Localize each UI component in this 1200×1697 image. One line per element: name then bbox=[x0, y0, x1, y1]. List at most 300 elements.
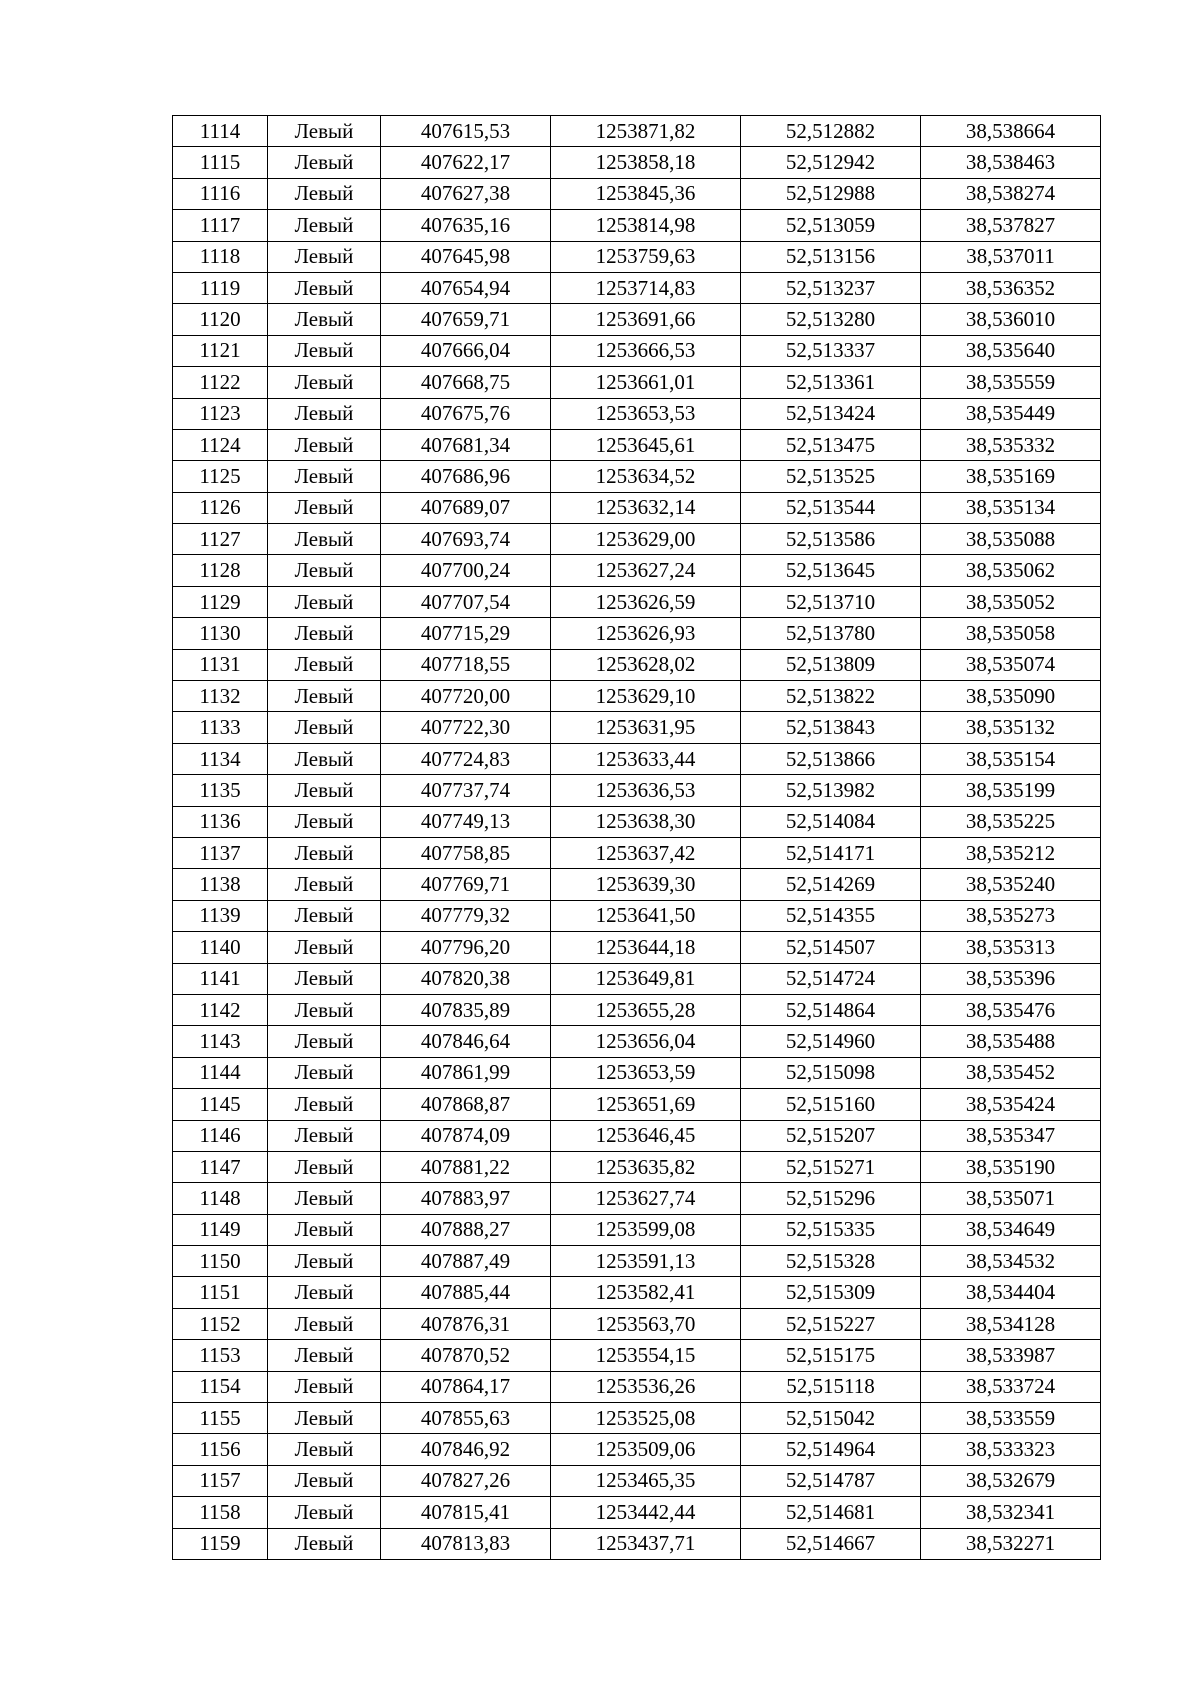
table-row bbox=[173, 1497, 1101, 1528]
longitude-cell: 38,532271 bbox=[921, 1528, 1101, 1559]
y-coordinate-cell: 1253656,04 bbox=[551, 1026, 741, 1057]
y-coordinate-cell: 1253599,08 bbox=[551, 1214, 741, 1245]
x-coordinate-cell: 407827,26 bbox=[381, 1465, 551, 1496]
side-cell: Левый bbox=[268, 743, 381, 774]
latitude-cell: 52,514084 bbox=[741, 806, 921, 837]
y-coordinate-cell: 1253644,18 bbox=[551, 932, 741, 963]
x-coordinate-cell: 407700,24 bbox=[381, 555, 551, 586]
x-coordinate-cell: 407874,09 bbox=[381, 1120, 551, 1151]
latitude-cell: 52,513337 bbox=[741, 335, 921, 366]
x-coordinate-cell: 407888,27 bbox=[381, 1214, 551, 1245]
x-coordinate-cell: 407615,53 bbox=[381, 116, 551, 147]
point-number-cell: 1153 bbox=[173, 1340, 268, 1371]
longitude-cell: 38,535199 bbox=[921, 775, 1101, 806]
latitude-cell: 52,515042 bbox=[741, 1403, 921, 1434]
y-coordinate-cell: 1253509,06 bbox=[551, 1434, 741, 1465]
table-row bbox=[173, 1528, 1101, 1559]
table-row bbox=[173, 304, 1101, 335]
latitude-cell: 52,514171 bbox=[741, 837, 921, 868]
longitude-cell: 38,534649 bbox=[921, 1214, 1101, 1245]
point-number-cell: 1144 bbox=[173, 1057, 268, 1088]
longitude-cell: 38,535396 bbox=[921, 963, 1101, 994]
point-number-cell: 1142 bbox=[173, 994, 268, 1025]
latitude-cell: 52,513237 bbox=[741, 272, 921, 303]
latitude-cell: 52,513544 bbox=[741, 492, 921, 523]
y-coordinate-cell: 1253639,30 bbox=[551, 869, 741, 900]
longitude-cell: 38,535559 bbox=[921, 367, 1101, 398]
latitude-cell: 52,512882 bbox=[741, 116, 921, 147]
y-coordinate-cell: 1253814,98 bbox=[551, 210, 741, 241]
longitude-cell: 38,533323 bbox=[921, 1434, 1101, 1465]
longitude-cell: 38,534404 bbox=[921, 1277, 1101, 1308]
side-cell: Левый bbox=[268, 1497, 381, 1528]
point-number-cell: 1124 bbox=[173, 429, 268, 460]
longitude-cell: 38,535169 bbox=[921, 461, 1101, 492]
y-coordinate-cell: 1253651,69 bbox=[551, 1089, 741, 1120]
longitude-cell: 38,535090 bbox=[921, 681, 1101, 712]
y-coordinate-cell: 1253525,08 bbox=[551, 1403, 741, 1434]
longitude-cell: 38,538664 bbox=[921, 116, 1101, 147]
x-coordinate-cell: 407883,97 bbox=[381, 1183, 551, 1214]
longitude-cell: 38,538463 bbox=[921, 147, 1101, 178]
side-cell: Левый bbox=[268, 1434, 381, 1465]
point-number-cell: 1154 bbox=[173, 1371, 268, 1402]
table-row bbox=[173, 1151, 1101, 1182]
x-coordinate-cell: 407758,85 bbox=[381, 837, 551, 868]
latitude-cell: 52,513156 bbox=[741, 241, 921, 272]
x-coordinate-cell: 407635,16 bbox=[381, 210, 551, 241]
y-coordinate-cell: 1253626,59 bbox=[551, 586, 741, 617]
side-cell: Левый bbox=[268, 272, 381, 303]
latitude-cell: 52,514864 bbox=[741, 994, 921, 1025]
latitude-cell: 52,513710 bbox=[741, 586, 921, 617]
x-coordinate-cell: 407707,54 bbox=[381, 586, 551, 617]
side-cell: Левый bbox=[268, 492, 381, 523]
x-coordinate-cell: 407749,13 bbox=[381, 806, 551, 837]
latitude-cell: 52,515098 bbox=[741, 1057, 921, 1088]
latitude-cell: 52,513525 bbox=[741, 461, 921, 492]
y-coordinate-cell: 1253653,59 bbox=[551, 1057, 741, 1088]
point-number-cell: 1127 bbox=[173, 524, 268, 555]
side-cell: Левый bbox=[268, 116, 381, 147]
point-number-cell: 1125 bbox=[173, 461, 268, 492]
y-coordinate-cell: 1253653,53 bbox=[551, 398, 741, 429]
x-coordinate-cell: 407864,17 bbox=[381, 1371, 551, 1402]
latitude-cell: 52,514964 bbox=[741, 1434, 921, 1465]
point-number-cell: 1150 bbox=[173, 1246, 268, 1277]
longitude-cell: 38,535313 bbox=[921, 932, 1101, 963]
y-coordinate-cell: 1253634,52 bbox=[551, 461, 741, 492]
latitude-cell: 52,513361 bbox=[741, 367, 921, 398]
table-row bbox=[173, 492, 1101, 523]
x-coordinate-cell: 407686,96 bbox=[381, 461, 551, 492]
point-number-cell: 1151 bbox=[173, 1277, 268, 1308]
latitude-cell: 52,513475 bbox=[741, 429, 921, 460]
x-coordinate-cell: 407779,32 bbox=[381, 900, 551, 931]
side-cell: Левый bbox=[268, 1057, 381, 1088]
point-number-cell: 1119 bbox=[173, 272, 268, 303]
latitude-cell: 52,515335 bbox=[741, 1214, 921, 1245]
table-row bbox=[173, 1434, 1101, 1465]
y-coordinate-cell: 1253666,53 bbox=[551, 335, 741, 366]
point-number-cell: 1148 bbox=[173, 1183, 268, 1214]
x-coordinate-cell: 407887,49 bbox=[381, 1246, 551, 1277]
y-coordinate-cell: 1253645,61 bbox=[551, 429, 741, 460]
x-coordinate-cell: 407645,98 bbox=[381, 241, 551, 272]
y-coordinate-cell: 1253582,41 bbox=[551, 1277, 741, 1308]
longitude-cell: 38,533987 bbox=[921, 1340, 1101, 1371]
side-cell: Левый bbox=[268, 1183, 381, 1214]
latitude-cell: 52,515296 bbox=[741, 1183, 921, 1214]
x-coordinate-cell: 407720,00 bbox=[381, 681, 551, 712]
latitude-cell: 52,515175 bbox=[741, 1340, 921, 1371]
table-row bbox=[173, 1120, 1101, 1151]
latitude-cell: 52,514355 bbox=[741, 900, 921, 931]
side-cell: Левый bbox=[268, 618, 381, 649]
y-coordinate-cell: 1253631,95 bbox=[551, 712, 741, 743]
side-cell: Левый bbox=[268, 304, 381, 335]
latitude-cell: 52,514269 bbox=[741, 869, 921, 900]
table-row bbox=[173, 367, 1101, 398]
point-number-cell: 1155 bbox=[173, 1403, 268, 1434]
point-number-cell: 1143 bbox=[173, 1026, 268, 1057]
x-coordinate-cell: 407724,83 bbox=[381, 743, 551, 774]
side-cell: Левый bbox=[268, 367, 381, 398]
latitude-cell: 52,513982 bbox=[741, 775, 921, 806]
longitude-cell: 38,535132 bbox=[921, 712, 1101, 743]
latitude-cell: 52,513809 bbox=[741, 649, 921, 680]
point-number-cell: 1147 bbox=[173, 1151, 268, 1182]
point-number-cell: 1145 bbox=[173, 1089, 268, 1120]
latitude-cell: 52,513424 bbox=[741, 398, 921, 429]
longitude-cell: 38,535190 bbox=[921, 1151, 1101, 1182]
table-row bbox=[173, 1340, 1101, 1371]
x-coordinate-cell: 407846,64 bbox=[381, 1026, 551, 1057]
table-row bbox=[173, 1465, 1101, 1496]
longitude-cell: 38,536352 bbox=[921, 272, 1101, 303]
side-cell: Левый bbox=[268, 712, 381, 743]
y-coordinate-cell: 1253759,63 bbox=[551, 241, 741, 272]
side-cell: Левый bbox=[268, 461, 381, 492]
x-coordinate-cell: 407715,29 bbox=[381, 618, 551, 649]
y-coordinate-cell: 1253465,35 bbox=[551, 1465, 741, 1496]
x-coordinate-cell: 407622,17 bbox=[381, 147, 551, 178]
latitude-cell: 52,514960 bbox=[741, 1026, 921, 1057]
table-row bbox=[173, 994, 1101, 1025]
side-cell: Левый bbox=[268, 1089, 381, 1120]
x-coordinate-cell: 407881,22 bbox=[381, 1151, 551, 1182]
longitude-cell: 38,535424 bbox=[921, 1089, 1101, 1120]
latitude-cell: 52,513059 bbox=[741, 210, 921, 241]
side-cell: Левый bbox=[268, 900, 381, 931]
y-coordinate-cell: 1253591,13 bbox=[551, 1246, 741, 1277]
point-number-cell: 1121 bbox=[173, 335, 268, 366]
x-coordinate-cell: 407737,74 bbox=[381, 775, 551, 806]
point-number-cell: 1138 bbox=[173, 869, 268, 900]
longitude-cell: 38,535476 bbox=[921, 994, 1101, 1025]
point-number-cell: 1157 bbox=[173, 1465, 268, 1496]
side-cell: Левый bbox=[268, 429, 381, 460]
coordinates-table-body bbox=[173, 116, 1101, 1560]
latitude-cell: 52,515160 bbox=[741, 1089, 921, 1120]
side-cell: Левый bbox=[268, 1371, 381, 1402]
x-coordinate-cell: 407659,71 bbox=[381, 304, 551, 335]
point-number-cell: 1123 bbox=[173, 398, 268, 429]
x-coordinate-cell: 407654,94 bbox=[381, 272, 551, 303]
point-number-cell: 1129 bbox=[173, 586, 268, 617]
y-coordinate-cell: 1253635,82 bbox=[551, 1151, 741, 1182]
x-coordinate-cell: 407722,30 bbox=[381, 712, 551, 743]
longitude-cell: 38,533724 bbox=[921, 1371, 1101, 1402]
longitude-cell: 38,536010 bbox=[921, 304, 1101, 335]
side-cell: Левый bbox=[268, 1465, 381, 1496]
table-row bbox=[173, 147, 1101, 178]
longitude-cell: 38,535452 bbox=[921, 1057, 1101, 1088]
side-cell: Левый bbox=[268, 1151, 381, 1182]
table-row bbox=[173, 681, 1101, 712]
latitude-cell: 52,514787 bbox=[741, 1465, 921, 1496]
table-row bbox=[173, 963, 1101, 994]
point-number-cell: 1158 bbox=[173, 1497, 268, 1528]
longitude-cell: 38,535074 bbox=[921, 649, 1101, 680]
y-coordinate-cell: 1253641,50 bbox=[551, 900, 741, 931]
side-cell: Левый bbox=[268, 994, 381, 1025]
table-row bbox=[173, 461, 1101, 492]
latitude-cell: 52,514507 bbox=[741, 932, 921, 963]
y-coordinate-cell: 1253554,15 bbox=[551, 1340, 741, 1371]
side-cell: Левый bbox=[268, 932, 381, 963]
x-coordinate-cell: 407885,44 bbox=[381, 1277, 551, 1308]
x-coordinate-cell: 407666,04 bbox=[381, 335, 551, 366]
longitude-cell: 38,535225 bbox=[921, 806, 1101, 837]
point-number-cell: 1128 bbox=[173, 555, 268, 586]
longitude-cell: 38,535273 bbox=[921, 900, 1101, 931]
point-number-cell: 1134 bbox=[173, 743, 268, 774]
latitude-cell: 52,513280 bbox=[741, 304, 921, 335]
table-row bbox=[173, 837, 1101, 868]
x-coordinate-cell: 407813,83 bbox=[381, 1528, 551, 1559]
longitude-cell: 38,535088 bbox=[921, 524, 1101, 555]
side-cell: Левый bbox=[268, 1246, 381, 1277]
latitude-cell: 52,512942 bbox=[741, 147, 921, 178]
y-coordinate-cell: 1253636,53 bbox=[551, 775, 741, 806]
longitude-cell: 38,535071 bbox=[921, 1183, 1101, 1214]
y-coordinate-cell: 1253845,36 bbox=[551, 178, 741, 209]
x-coordinate-cell: 407796,20 bbox=[381, 932, 551, 963]
side-cell: Левый bbox=[268, 586, 381, 617]
point-number-cell: 1126 bbox=[173, 492, 268, 523]
side-cell: Левый bbox=[268, 1214, 381, 1245]
latitude-cell: 52,514667 bbox=[741, 1528, 921, 1559]
latitude-cell: 52,514681 bbox=[741, 1497, 921, 1528]
table-row bbox=[173, 932, 1101, 963]
table-row bbox=[173, 272, 1101, 303]
x-coordinate-cell: 407868,87 bbox=[381, 1089, 551, 1120]
point-number-cell: 1141 bbox=[173, 963, 268, 994]
latitude-cell: 52,513780 bbox=[741, 618, 921, 649]
longitude-cell: 38,535052 bbox=[921, 586, 1101, 617]
y-coordinate-cell: 1253437,71 bbox=[551, 1528, 741, 1559]
table-row bbox=[173, 586, 1101, 617]
point-number-cell: 1146 bbox=[173, 1120, 268, 1151]
longitude-cell: 38,535488 bbox=[921, 1026, 1101, 1057]
point-number-cell: 1139 bbox=[173, 900, 268, 931]
y-coordinate-cell: 1253714,83 bbox=[551, 272, 741, 303]
longitude-cell: 38,537827 bbox=[921, 210, 1101, 241]
table-row bbox=[173, 1183, 1101, 1214]
table-row bbox=[173, 1214, 1101, 1245]
x-coordinate-cell: 407718,55 bbox=[381, 649, 551, 680]
y-coordinate-cell: 1253629,10 bbox=[551, 681, 741, 712]
y-coordinate-cell: 1253633,44 bbox=[551, 743, 741, 774]
latitude-cell: 52,515271 bbox=[741, 1151, 921, 1182]
latitude-cell: 52,514724 bbox=[741, 963, 921, 994]
x-coordinate-cell: 407876,31 bbox=[381, 1308, 551, 1339]
y-coordinate-cell: 1253563,70 bbox=[551, 1308, 741, 1339]
side-cell: Левый bbox=[268, 1277, 381, 1308]
table-row bbox=[173, 1277, 1101, 1308]
side-cell: Левый bbox=[268, 178, 381, 209]
y-coordinate-cell: 1253638,30 bbox=[551, 806, 741, 837]
side-cell: Левый bbox=[268, 210, 381, 241]
coordinates-table bbox=[172, 115, 1101, 1560]
x-coordinate-cell: 407820,38 bbox=[381, 963, 551, 994]
latitude-cell: 52,515207 bbox=[741, 1120, 921, 1151]
side-cell: Левый bbox=[268, 775, 381, 806]
y-coordinate-cell: 1253871,82 bbox=[551, 116, 741, 147]
x-coordinate-cell: 407675,76 bbox=[381, 398, 551, 429]
longitude-cell: 38,532679 bbox=[921, 1465, 1101, 1496]
x-coordinate-cell: 407689,07 bbox=[381, 492, 551, 523]
table-row bbox=[173, 1057, 1101, 1088]
side-cell: Левый bbox=[268, 555, 381, 586]
x-coordinate-cell: 407668,75 bbox=[381, 367, 551, 398]
table-row bbox=[173, 241, 1101, 272]
table-row bbox=[173, 1026, 1101, 1057]
longitude-cell: 38,535154 bbox=[921, 743, 1101, 774]
point-number-cell: 1133 bbox=[173, 712, 268, 743]
side-cell: Левый bbox=[268, 837, 381, 868]
longitude-cell: 38,534128 bbox=[921, 1308, 1101, 1339]
side-cell: Левый bbox=[268, 335, 381, 366]
point-number-cell: 1140 bbox=[173, 932, 268, 963]
side-cell: Левый bbox=[268, 1340, 381, 1371]
side-cell: Левый bbox=[268, 524, 381, 555]
y-coordinate-cell: 1253536,26 bbox=[551, 1371, 741, 1402]
table-row bbox=[173, 618, 1101, 649]
longitude-cell: 38,535212 bbox=[921, 837, 1101, 868]
side-cell: Левый bbox=[268, 398, 381, 429]
longitude-cell: 38,533559 bbox=[921, 1403, 1101, 1434]
table-row bbox=[173, 743, 1101, 774]
y-coordinate-cell: 1253637,42 bbox=[551, 837, 741, 868]
side-cell: Левый bbox=[268, 681, 381, 712]
side-cell: Левый bbox=[268, 806, 381, 837]
latitude-cell: 52,513586 bbox=[741, 524, 921, 555]
side-cell: Левый bbox=[268, 241, 381, 272]
longitude-cell: 38,535240 bbox=[921, 869, 1101, 900]
side-cell: Левый bbox=[268, 1403, 381, 1434]
point-number-cell: 1130 bbox=[173, 618, 268, 649]
point-number-cell: 1159 bbox=[173, 1528, 268, 1559]
x-coordinate-cell: 407815,41 bbox=[381, 1497, 551, 1528]
y-coordinate-cell: 1253646,45 bbox=[551, 1120, 741, 1151]
longitude-cell: 38,538274 bbox=[921, 178, 1101, 209]
table-row bbox=[173, 712, 1101, 743]
y-coordinate-cell: 1253691,66 bbox=[551, 304, 741, 335]
y-coordinate-cell: 1253858,18 bbox=[551, 147, 741, 178]
table-row bbox=[173, 1308, 1101, 1339]
latitude-cell: 52,513645 bbox=[741, 555, 921, 586]
side-cell: Левый bbox=[268, 1528, 381, 1559]
latitude-cell: 52,513843 bbox=[741, 712, 921, 743]
side-cell: Левый bbox=[268, 1120, 381, 1151]
y-coordinate-cell: 1253626,93 bbox=[551, 618, 741, 649]
table-row bbox=[173, 398, 1101, 429]
point-number-cell: 1149 bbox=[173, 1214, 268, 1245]
table-row bbox=[173, 649, 1101, 680]
table-row bbox=[173, 775, 1101, 806]
latitude-cell: 52,513822 bbox=[741, 681, 921, 712]
longitude-cell: 38,535134 bbox=[921, 492, 1101, 523]
x-coordinate-cell: 407855,63 bbox=[381, 1403, 551, 1434]
table-row bbox=[173, 178, 1101, 209]
longitude-cell: 38,532341 bbox=[921, 1497, 1101, 1528]
y-coordinate-cell: 1253649,81 bbox=[551, 963, 741, 994]
point-number-cell: 1114 bbox=[173, 116, 268, 147]
y-coordinate-cell: 1253442,44 bbox=[551, 1497, 741, 1528]
table-row bbox=[173, 335, 1101, 366]
table-row bbox=[173, 555, 1101, 586]
x-coordinate-cell: 407846,92 bbox=[381, 1434, 551, 1465]
longitude-cell: 38,535058 bbox=[921, 618, 1101, 649]
y-coordinate-cell: 1253628,02 bbox=[551, 649, 741, 680]
x-coordinate-cell: 407861,99 bbox=[381, 1057, 551, 1088]
x-coordinate-cell: 407681,34 bbox=[381, 429, 551, 460]
latitude-cell: 52,513866 bbox=[741, 743, 921, 774]
point-number-cell: 1117 bbox=[173, 210, 268, 241]
y-coordinate-cell: 1253627,74 bbox=[551, 1183, 741, 1214]
point-number-cell: 1137 bbox=[173, 837, 268, 868]
longitude-cell: 38,535449 bbox=[921, 398, 1101, 429]
side-cell: Левый bbox=[268, 649, 381, 680]
x-coordinate-cell: 407870,52 bbox=[381, 1340, 551, 1371]
point-number-cell: 1156 bbox=[173, 1434, 268, 1465]
point-number-cell: 1135 bbox=[173, 775, 268, 806]
table-row bbox=[173, 1403, 1101, 1434]
table-row bbox=[173, 1246, 1101, 1277]
point-number-cell: 1131 bbox=[173, 649, 268, 680]
y-coordinate-cell: 1253632,14 bbox=[551, 492, 741, 523]
side-cell: Левый bbox=[268, 1308, 381, 1339]
y-coordinate-cell: 1253655,28 bbox=[551, 994, 741, 1025]
point-number-cell: 1118 bbox=[173, 241, 268, 272]
y-coordinate-cell: 1253661,01 bbox=[551, 367, 741, 398]
longitude-cell: 38,535062 bbox=[921, 555, 1101, 586]
longitude-cell: 38,535347 bbox=[921, 1120, 1101, 1151]
y-coordinate-cell: 1253629,00 bbox=[551, 524, 741, 555]
table-row bbox=[173, 1089, 1101, 1120]
table-row bbox=[173, 1371, 1101, 1402]
side-cell: Левый bbox=[268, 869, 381, 900]
point-number-cell: 1115 bbox=[173, 147, 268, 178]
table-row bbox=[173, 210, 1101, 241]
point-number-cell: 1116 bbox=[173, 178, 268, 209]
latitude-cell: 52,515118 bbox=[741, 1371, 921, 1402]
latitude-cell: 52,515309 bbox=[741, 1277, 921, 1308]
table-row bbox=[173, 806, 1101, 837]
y-coordinate-cell: 1253627,24 bbox=[551, 555, 741, 586]
